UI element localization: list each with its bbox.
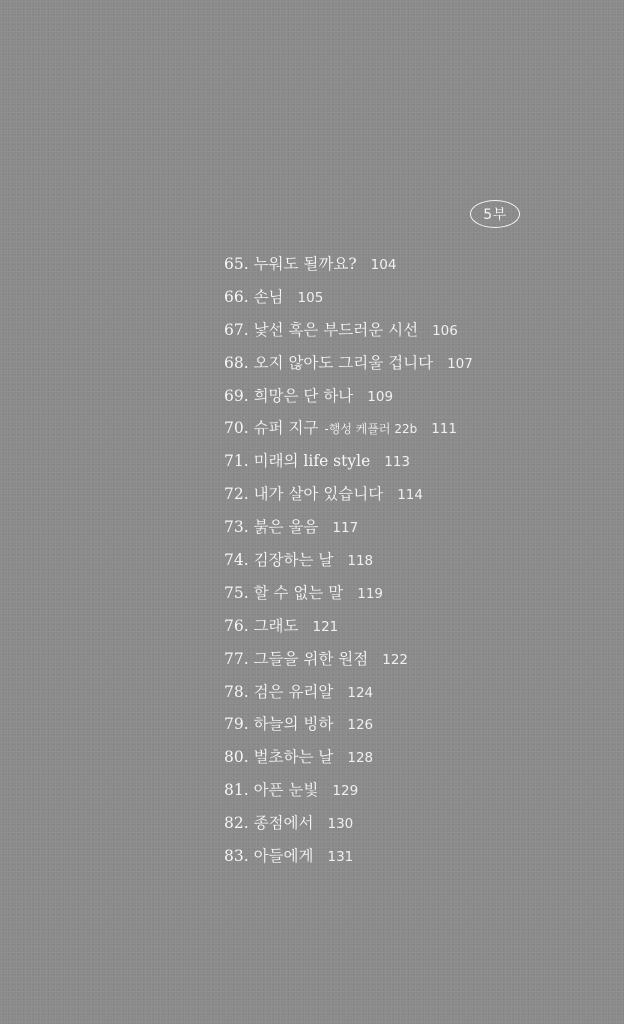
toc-title: 74. 김장하는 날 — [224, 551, 334, 570]
toc-page-number: 130 — [327, 816, 354, 833]
toc-title: 80. 벌초하는 날 — [224, 748, 334, 767]
toc-page-number: 106 — [432, 322, 458, 339]
toc-item — [224, 710, 614, 743]
toc-item — [224, 645, 614, 678]
toc-title: 65. 누워도 될까요? — [224, 255, 357, 273]
toc-title: 70. 슈퍼 지구 — [224, 419, 319, 438]
toc-title: 76. 그래도 — [224, 616, 299, 635]
toc-title: 75. 할 수 없는 말 — [224, 583, 344, 602]
toc-item — [224, 546, 614, 579]
toc-item — [224, 743, 614, 776]
toc-title: 72. 내가 살아 있습니다 — [224, 485, 384, 504]
toc-item — [224, 414, 614, 447]
toc-item — [224, 579, 614, 612]
toc-page-number: 126 — [347, 717, 374, 734]
toc-page-number: 124 — [347, 684, 374, 701]
part-badge: 5부 — [470, 200, 520, 228]
toc-item — [224, 250, 614, 283]
toc-item — [224, 382, 614, 415]
toc-page-number: 131 — [327, 849, 354, 866]
toc-item — [224, 447, 614, 480]
toc-title: 82. 종점에서 — [224, 814, 314, 833]
toc-page-number: 105 — [297, 289, 324, 306]
toc-page-number: 114 — [397, 487, 423, 504]
toc-title: 81. 아픈 눈빛 — [224, 781, 319, 800]
toc-item — [224, 842, 614, 875]
toc-title: 69. 희망은 단 하나 — [224, 386, 354, 405]
toc-item — [224, 513, 614, 546]
toc-page-number: 113 — [384, 454, 411, 471]
toc-title: 71. 미래의 life style — [224, 452, 371, 471]
toc-page-number: 117 — [332, 520, 359, 537]
toc-page-number: 119 — [357, 585, 384, 602]
toc-item — [224, 776, 614, 809]
toc-title: 68. 오지 않아도 그리울 겁니다 — [224, 353, 434, 372]
toc-page-number: 109 — [367, 388, 394, 405]
toc-page-number: 111 — [431, 421, 457, 438]
toc-item — [224, 809, 614, 842]
toc-title: 83. 아들에게 — [224, 847, 314, 866]
toc-item — [224, 349, 614, 382]
toc-page-number: 122 — [382, 651, 409, 668]
toc-item — [224, 612, 614, 645]
toc-title: 79. 하늘의 빙하 — [224, 715, 334, 734]
toc-title: 66. 손님 — [224, 287, 284, 306]
toc-item — [224, 480, 614, 513]
toc-subtitle: -행성 케플러 22b — [324, 422, 418, 437]
toc-page-number: 128 — [347, 750, 374, 767]
toc-item — [224, 678, 614, 711]
toc-page-number: 129 — [332, 783, 359, 800]
toc-title: 67. 낯선 혹은 부드러운 시선 — [224, 320, 419, 339]
toc-page-number: 118 — [347, 553, 374, 570]
toc-title: 78. 검은 유리알 — [224, 682, 334, 701]
table-of-contents — [224, 250, 614, 875]
toc-item — [224, 283, 614, 316]
toc-title: 73. 붉은 울음 — [224, 518, 319, 537]
toc-page-number: 104 — [370, 257, 397, 273]
toc-title: 77. 그들을 위한 원점 — [224, 649, 369, 668]
toc-item — [224, 316, 614, 349]
toc-page-number: 121 — [312, 618, 339, 635]
toc-page-number: 107 — [447, 355, 473, 372]
